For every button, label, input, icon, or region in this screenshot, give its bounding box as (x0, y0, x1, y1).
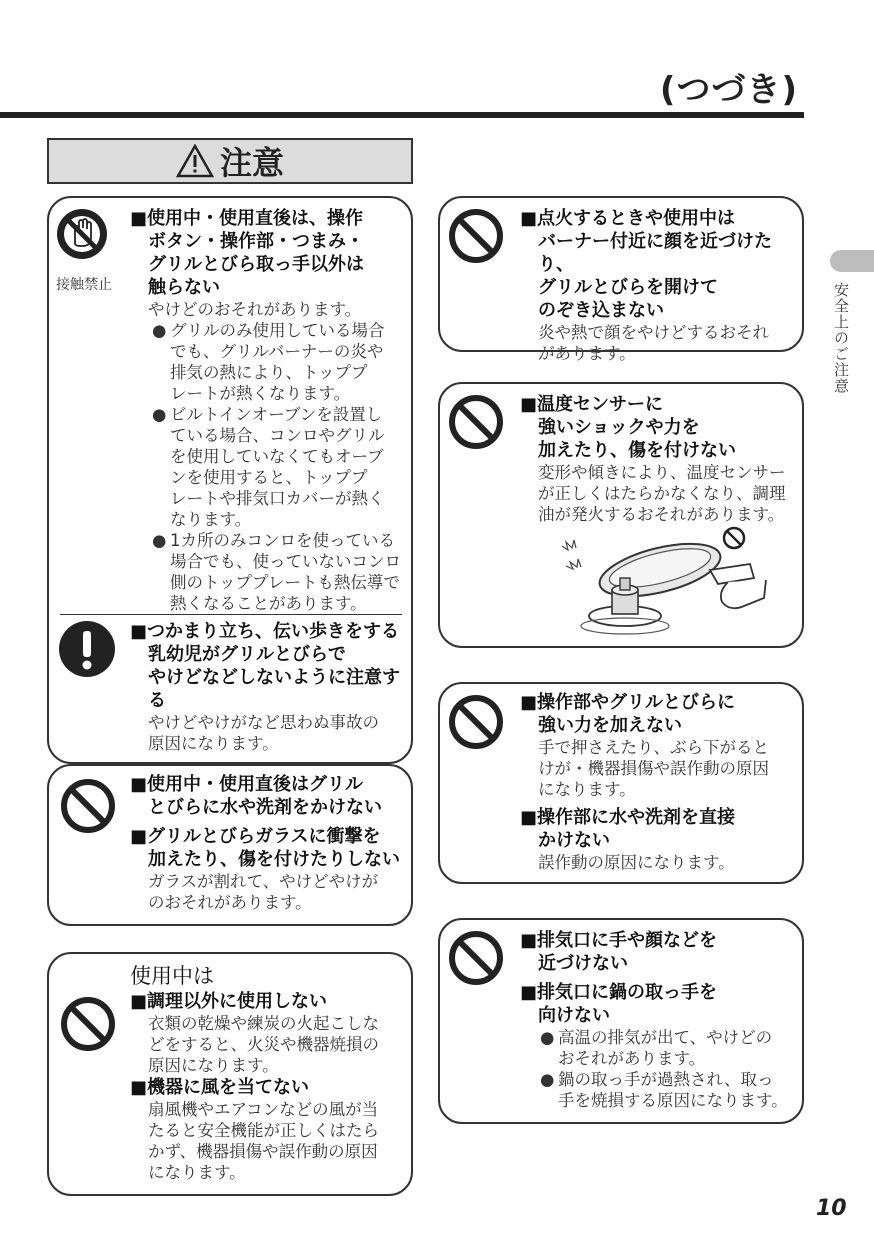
warning-body: になります。 (538, 780, 636, 799)
warning-body: になります。 (148, 1163, 246, 1182)
warning-heading: 向けない (538, 1005, 610, 1026)
exclamation-icon (58, 620, 116, 678)
side-tab (830, 250, 874, 272)
pan-on-sensor-illustration (550, 520, 770, 640)
page-header-title: (つづき) (659, 70, 798, 110)
page-number: 10 (816, 1196, 847, 1221)
warning-body: のおそれがあります。 (148, 893, 312, 912)
warning-heading: ■点火するときや使用中は (520, 208, 736, 229)
warning-heading: ボタン・操作部・つまみ・ (148, 231, 364, 252)
warning-heading: ■操作部やグリルとびらに (520, 692, 736, 713)
warning-heading: 触らない (148, 277, 220, 298)
bullet-item: ● 鍋の取っ手が過熱され、取っ 手を焼損する原因になります。 (540, 1070, 788, 1110)
side-section-label: 安全上のご注意 (832, 282, 850, 394)
right-box1-text (520, 207, 802, 364)
warning-body: 炎や熱で顔をやけどするおそれ (538, 323, 769, 342)
warning-heading: のぞき込まない (538, 300, 664, 321)
warning-body: 衣類の乾燥や練炭の火起こしな (148, 1014, 379, 1033)
warning-body: 変形や傾きにより、温度センサー (538, 463, 786, 482)
warning-body: たると安全機能が正しくはたら (148, 1121, 379, 1140)
right-box2-text (520, 393, 802, 525)
warning-body: 原因になります。 (148, 1056, 279, 1075)
warning-heading: 乳幼児がグリルとびらで (148, 644, 346, 665)
warning-heading: ■温度センサーに (520, 394, 664, 415)
warning-heading: グリルとびらを開けて (538, 277, 718, 298)
warning-body: 手で押さえたり、ぶら下がると (538, 738, 769, 757)
left-box3-text (130, 962, 410, 1183)
warning-heading: 近づけない (538, 953, 628, 974)
warning-heading: とびらに水や洗剤をかけない (148, 797, 382, 818)
warning-heading: ■調理以外に使用しない (130, 991, 328, 1012)
warning-heading: 加えたり、傷を付けない (538, 440, 736, 461)
warning-body: 誤作動の原因になります。 (538, 853, 735, 872)
warning-body: けが・機器損傷や誤作動の原因 (538, 759, 769, 778)
warning-body: 扇風機やエアコンなどの風が当 (148, 1100, 379, 1119)
prohibition-icon (448, 394, 504, 450)
warning-body: どをすると、火災や機器焼損の (148, 1035, 379, 1054)
warning-body: が正しくはたらかなくなり、調理 (538, 484, 786, 503)
icon-label-contact-prohibited: 接触禁止 (56, 277, 112, 293)
warning-heading: ■つかまり立ち、伝い歩きをする (130, 621, 400, 642)
left-box1-toddler-text (130, 620, 410, 754)
warning-body: かず、機器損傷や誤作動の原因 (148, 1142, 378, 1161)
warning-heading: ■グリルとびらガラスに衝撃を (130, 826, 381, 847)
prohibition-icon (448, 930, 504, 986)
warning-body: があります。 (538, 344, 636, 363)
warning-heading: バーナー付近に顔を近づけたり、 (538, 231, 772, 275)
warning-heading: 加えたり、傷を付けたりしない (148, 849, 400, 870)
prohibition-icon (448, 208, 504, 264)
prohibition-icon (60, 778, 116, 834)
warning-triangle-icon (176, 144, 214, 178)
warning-heading: ■排気口に鍋の取っ手を (520, 982, 718, 1003)
warning-heading: ■排気口に手や顔などを (520, 930, 718, 951)
warning-body: やけどのおそれがあります。 (148, 300, 362, 319)
right-box3-text (520, 691, 802, 873)
banner-label: 注意 (219, 144, 284, 182)
section-divider (60, 614, 402, 615)
warning-heading: 強いショックや力を (538, 417, 700, 438)
warning-heading: ■機器に風を当てない (130, 1077, 310, 1098)
bullet-item: ● 1カ所のみコンロを使っている 場合でも、使っていないコンロ 側のトッププレートも熱伝導で 熱くなることがあります。 (152, 531, 401, 613)
warning-body: ガラスが割れて、やけどやけが (148, 872, 379, 891)
caution-banner (47, 138, 413, 184)
prohibition-icon (448, 694, 504, 750)
warning-heading: かけない (538, 830, 610, 851)
header-rule (0, 112, 804, 118)
box-title: 使用中は (130, 964, 214, 988)
warning-body: やけどやけがなど思わぬ事故の (148, 713, 379, 732)
bullet-item: ● ビルトインオーブンを設置し ている場合、コンロやグリル を使用していなくてもオーブ ンを使用すると、トッププ レートや排気口カバーが熱く なります。 (152, 405, 385, 529)
warning-heading: やけどなどしないように注意する (148, 667, 400, 711)
right-box4-text (520, 929, 802, 1111)
warning-heading: ■使用中・使用直後は、操作 (130, 208, 364, 229)
warning-heading: ■操作部に水や洗剤を直接 (520, 807, 736, 828)
bullet-item: ● 高温の排気が出て、やけどの おそれがあります。 (540, 1028, 773, 1068)
warning-body: 原因になります。 (148, 734, 279, 753)
warning-heading: グリルとびら取っ手以外は (148, 254, 364, 275)
left-box1-text (130, 207, 410, 614)
warning-heading: 強い力を加えない (538, 715, 682, 736)
warning-body: 油が発火するおそれがあります。 (538, 505, 785, 524)
prohibition-icon (60, 996, 116, 1052)
bullet-item: ● グリルのみ使用している場合 でも、グリルバーナーの炎や 排気の熱により、トッププ レートが熱くなります。 (152, 321, 385, 403)
left-box2-text (130, 773, 410, 913)
warning-heading: ■使用中・使用直後はグリル (130, 774, 364, 795)
no-touch-icon (56, 208, 108, 260)
